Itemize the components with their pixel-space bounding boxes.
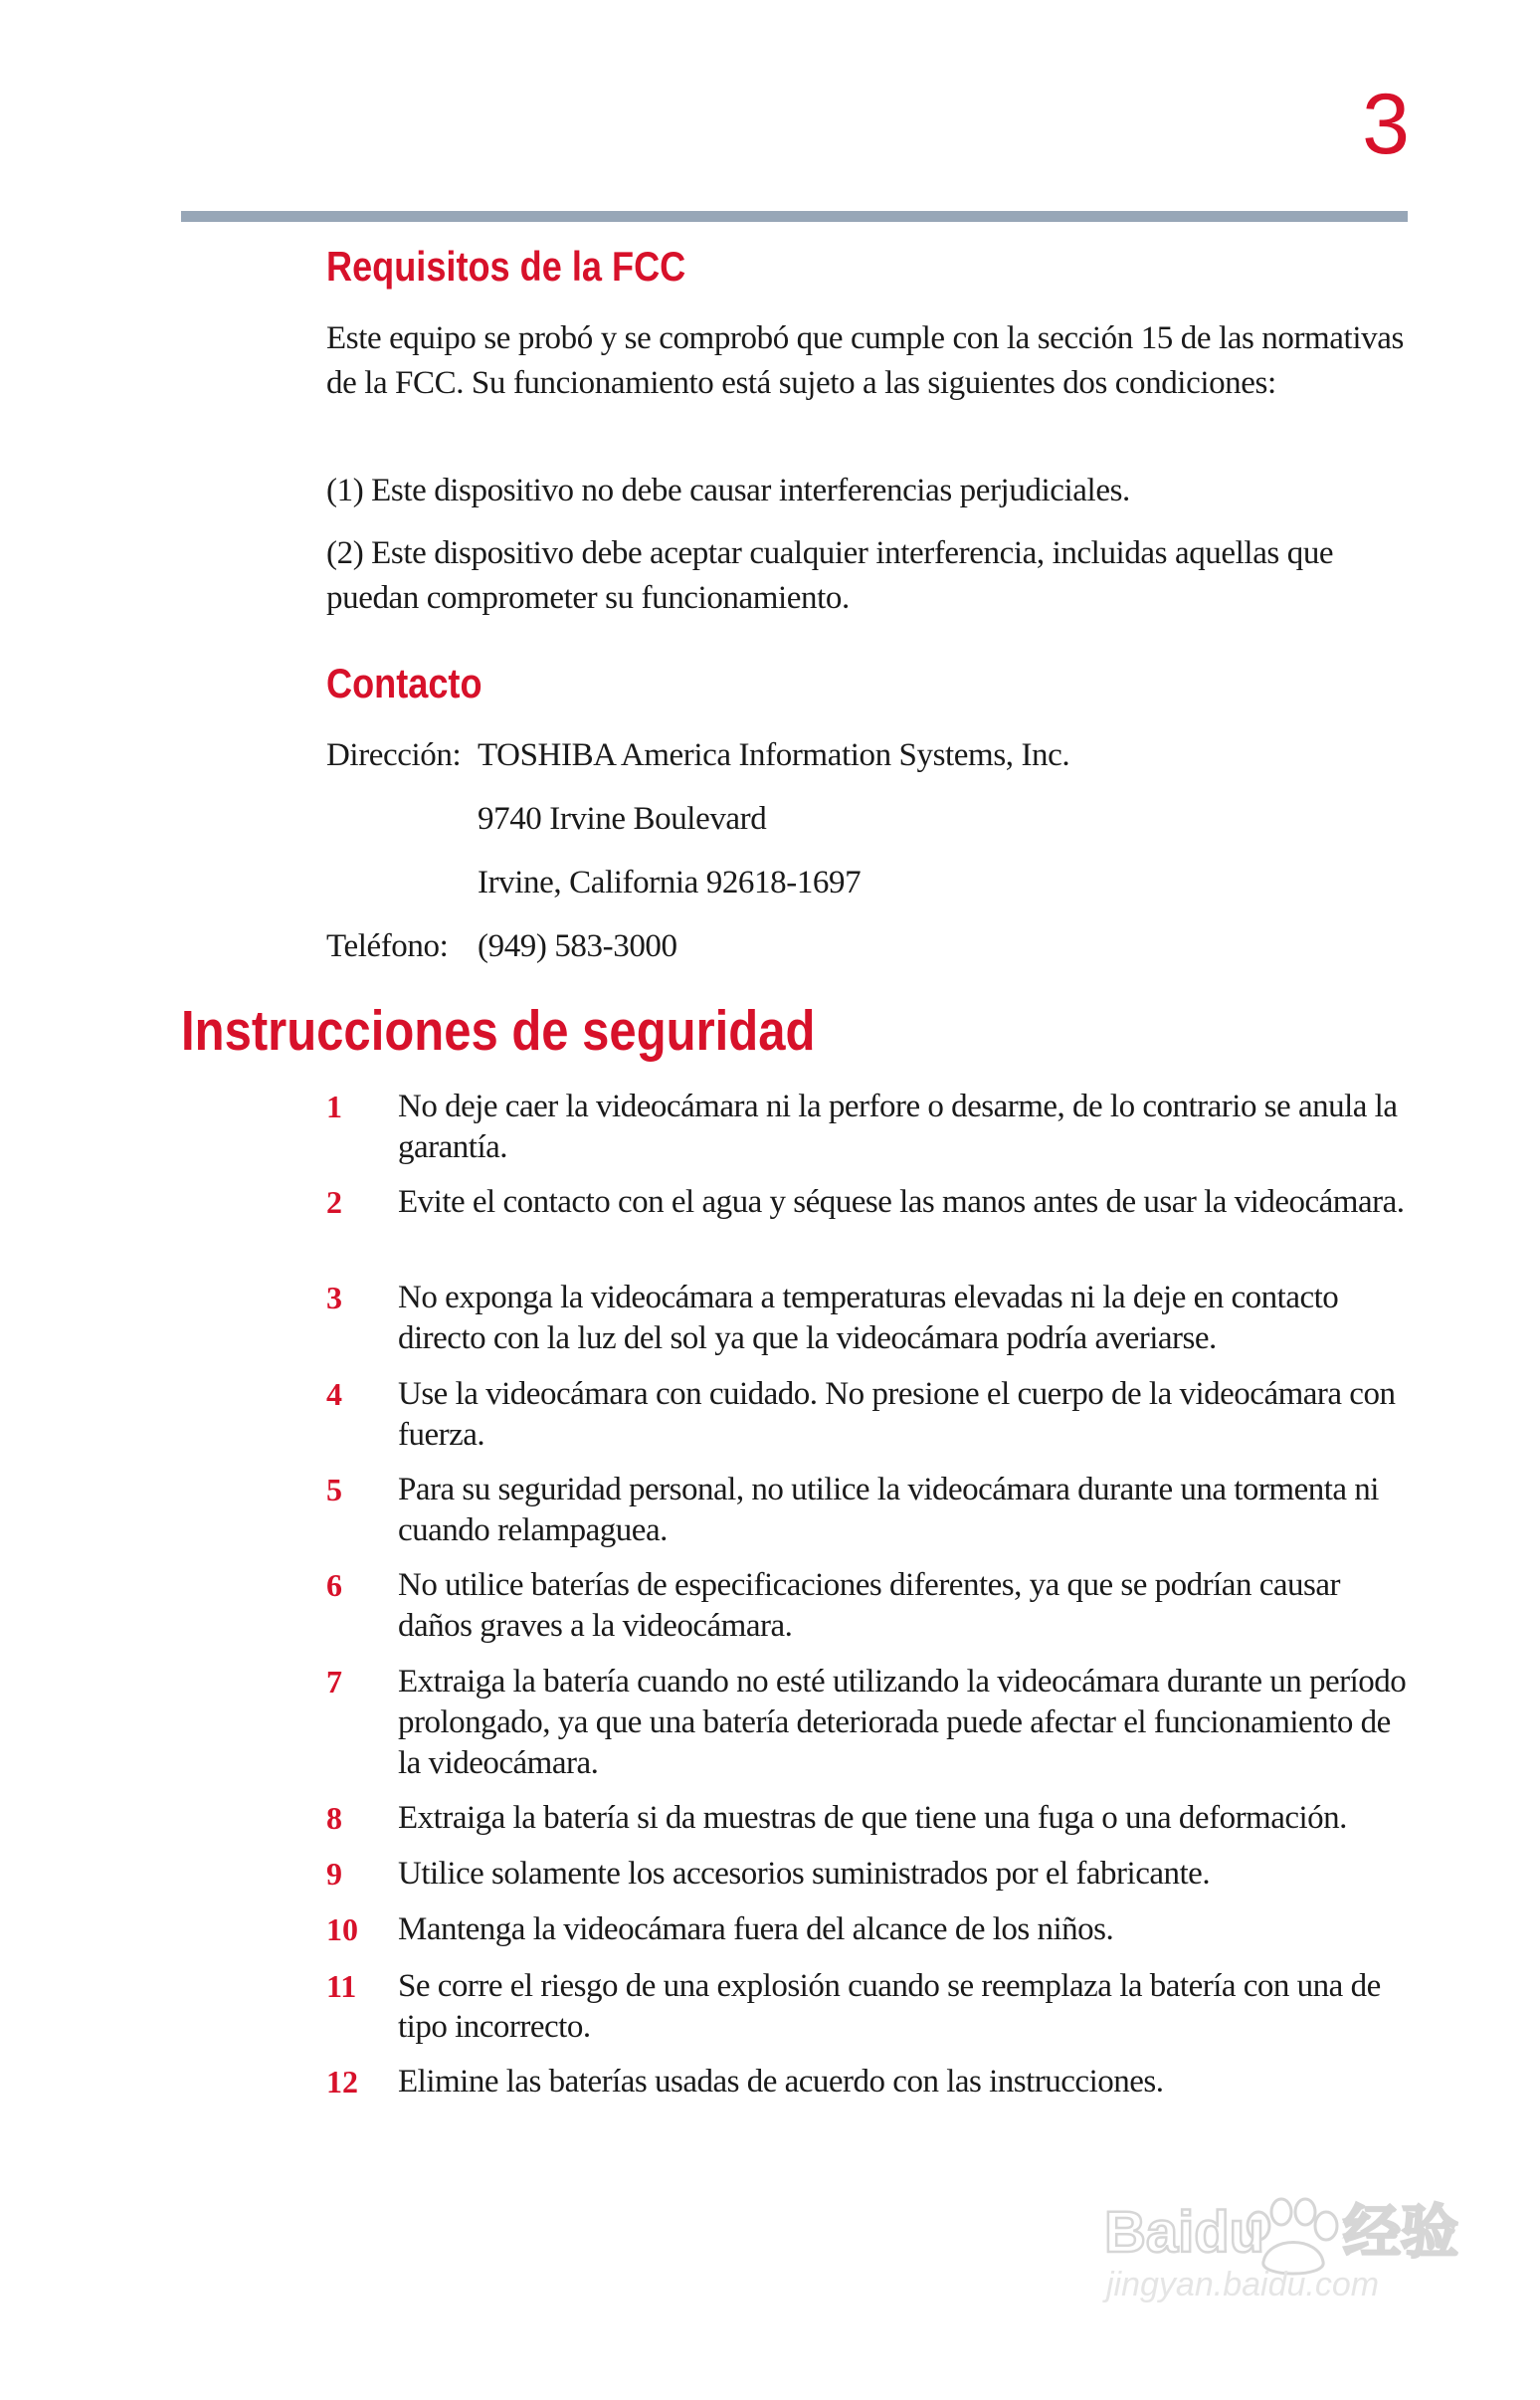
contact-heading: Contacto bbox=[326, 660, 482, 706]
safety-item-number: 9 bbox=[326, 1856, 342, 1892]
safety-item-number: 3 bbox=[326, 1280, 342, 1315]
safety-item-text: No deje caer la videocámara ni la perfore o desarme, de lo contrario se anula la garantía. bbox=[398, 1089, 1398, 1165]
watermark-url: jingyan.baidu.com bbox=[1106, 2266, 1380, 2303]
safety-item-number: 5 bbox=[326, 1472, 342, 1507]
page-number: 3 bbox=[1362, 77, 1410, 172]
safety-item-text: Para su seguridad personal, no utilice la videocámara durante una tormenta ni cuando relampaguea. bbox=[398, 1472, 1379, 1548]
baidu-watermark bbox=[1094, 2174, 1482, 2303]
safety-item-text: Evite el contacto con el agua y séquese las manos antes de usar la videocámara. bbox=[398, 1184, 1405, 1220]
contact-address-row bbox=[326, 733, 1069, 778]
safety-item-text: Elimine las baterías usadas de acuerdo con las instrucciones. bbox=[398, 2064, 1164, 2100]
safety-item-text: Se corre el riesgo de una explosión cuando se reemplaza la batería con una de tipo incorrecto. bbox=[398, 1968, 1381, 2045]
fcc-paragraph-1: Este equipo se probó y se comprobó que cumple con la sección 15 de las normativas de la FCC. Su funcionamiento está sujeto a las siguientes dos condiciones: bbox=[326, 320, 1404, 401]
safety-item-text: Extraiga la batería si da muestras de que tiene una fuga o una deformación. bbox=[398, 1800, 1347, 1836]
address-line-2: 9740 Irvine Boulevard bbox=[478, 801, 767, 837]
safety-item-number: 10 bbox=[326, 1911, 358, 1947]
safety-item-number: 8 bbox=[326, 1800, 342, 1836]
contact-phone-row bbox=[326, 924, 677, 969]
safety-item-number: 11 bbox=[326, 1968, 357, 2004]
safety-heading: Instrucciones de seguridad bbox=[181, 999, 816, 1063]
safety-item-text: No utilice baterías de especificaciones diferentes, ya que se podrían causar daños graves a la videocámara. bbox=[398, 1567, 1340, 1644]
safety-item-text: Extraiga la batería cuando no esté utilizando la videocámara durante un período prolongado, ya que una batería deteriorada puede afectar el funcionamiento de la videocámara. bbox=[398, 1664, 1407, 1781]
watermark-brand: Baidu bbox=[1104, 2200, 1265, 2265]
phone-value: (949) 583-3000 bbox=[478, 928, 677, 964]
header-rule bbox=[181, 211, 1408, 222]
address-line-3: Irvine, California 92618-1697 bbox=[478, 865, 862, 900]
fcc-paragraph-3: (2) Este dispositivo debe aceptar cualquier interferencia, incluidas aquellas que puedan comprometer su funcionamiento. bbox=[326, 535, 1334, 616]
safety-item-number: 1 bbox=[326, 1089, 342, 1124]
safety-item-text: Mantenga la videocámara fuera del alcance de los niños. bbox=[398, 1911, 1114, 1947]
address-line-1: TOSHIBA America Information Systems, Inc. bbox=[478, 737, 1070, 773]
safety-item-text: No exponga la videocámara a temperaturas elevadas ni la deje en contacto directo con la luz del sol ya que la videocámara podría averiarse. bbox=[398, 1280, 1339, 1356]
phone-label: Teléfono: bbox=[326, 928, 449, 964]
safety-item-text: Utilice solamente los accesorios suministrados por el fabricante. bbox=[398, 1856, 1211, 1892]
safety-item-number: 7 bbox=[326, 1664, 342, 1700]
safety-item-number: 12 bbox=[326, 2064, 358, 2100]
safety-item-number: 4 bbox=[326, 1376, 342, 1412]
safety-item-number: 2 bbox=[326, 1184, 342, 1220]
address-label: Dirección: bbox=[326, 737, 462, 773]
safety-item-text: Use la videocámara con cuidado. No presione el cuerpo de la videocámara con fuerza. bbox=[398, 1376, 1396, 1453]
safety-item-number: 6 bbox=[326, 1567, 342, 1603]
fcc-heading: Requisitos de la FCC bbox=[326, 243, 686, 290]
watermark-brand-cn: 经验 bbox=[1343, 2200, 1459, 2265]
fcc-paragraph-2: (1) Este dispositivo no debe causar interferencias perjudiciales. bbox=[326, 473, 1130, 508]
